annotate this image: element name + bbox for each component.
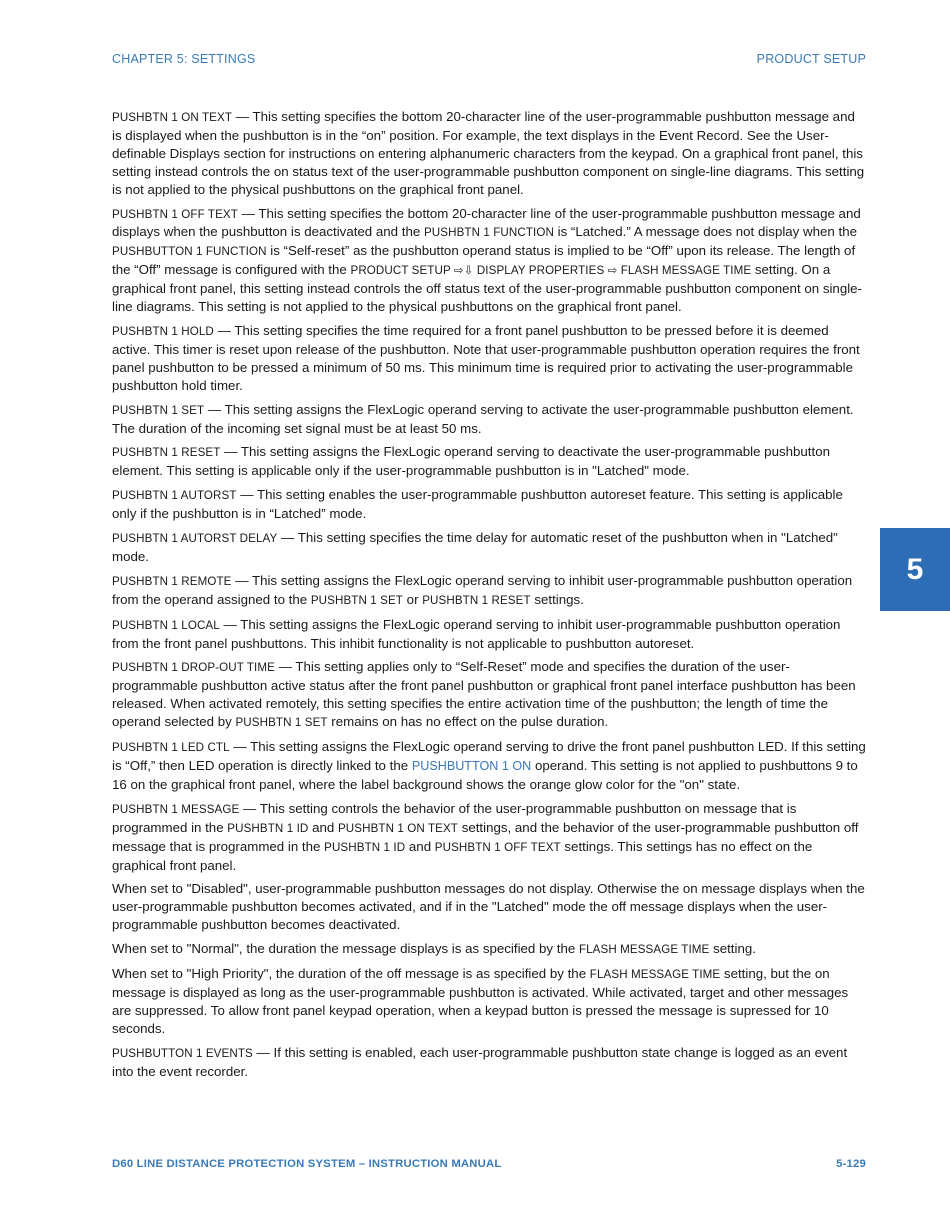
setting-name: PUSHBTN 1 OFF TEXT — [434, 840, 561, 854]
body-text: When set to "Disabled", user-programmable pushbutton messages do not display. Otherwise the on message displays when the user-programmable pushbutton becomes activated, and if in the "Latched" mode the off message displays when the user-programmable pushbutton becomes deactivated. — [112, 881, 865, 933]
body-text: remains on has no effect on the pulse duration. — [327, 714, 609, 730]
setting-name: PRODUCT SETUP ⇨⇩ DISPLAY PROPERTIES ⇨ FLASH MESSAGE TIME — [350, 264, 752, 278]
para-high-priority — [112, 965, 866, 1038]
page-body — [112, 108, 866, 1087]
body-text: operand. This setting is not applied to pushbuttons 9 to 16 on the graphical front panel, where the label background shows the orange glow color for the "on" state. — [112, 758, 858, 792]
setting-name: PUSHBTN 1 SET — [235, 716, 328, 730]
body-text: — This setting assigns the FlexLogic operand serving to inhibit user-programmable pushbutton operation from the front panel pushbuttons. This inhibit functionality is not applicable to pushbutton autoreset. — [112, 616, 841, 651]
body-text: — This setting assigns the FlexLogic operand serving to drive the front panel pushbutton LED. If this setting is “Off,” then LED operation is directly linked to the — [112, 739, 866, 773]
setting-name: PUSHBTN 1 AUTORST — [112, 489, 237, 503]
body-text: — This setting controls the behavior of the user-programmable pushbutton on message that is programmed in the — [112, 800, 797, 835]
setting-name: PUSHBTN 1 ID — [227, 821, 309, 835]
para-message — [112, 800, 866, 875]
setting-name: PUSHBTN 1 ON TEXT — [112, 111, 233, 124]
body-text: When set to "Normal", the duration the message displays is as specified by the — [112, 941, 579, 957]
body-text: or — [402, 591, 423, 607]
body-text: is “Latched.” A message does not display when the — [553, 224, 857, 240]
setting-name: PUSHBTN 1 AUTORST DELAY — [112, 532, 278, 546]
body-text: — This setting specifies the time delay for automatic reset of the pushbutton when in "Latched" mode. — [112, 530, 838, 564]
body-text: and — [405, 838, 435, 854]
body-text: setting. On a graphical front panel, this setting instead controls the off status text of the user-programmable pushbutton component on single-line diagrams. This setting is not applied to the physical pushbuttons on the graphical front panel. — [112, 262, 862, 315]
body-text: is “Self-reset” as the pushbutton operand status is implied to be “Off” upon its release. The length of the “Off” message is configured with the — [112, 243, 856, 278]
setting-name: PUSHBTN 1 ON TEXT — [337, 821, 458, 835]
para-hold — [112, 322, 866, 395]
body-text: — If this setting is enabled, each user-programmable pushbutton state change is logged as an event into the event recorder. — [112, 1044, 848, 1079]
setting-name: PUSHBTN 1 FUNCTION — [423, 226, 554, 240]
footer-manual-title: D60 LINE DISTANCE PROTECTION SYSTEM – INSTRUCTION MANUAL — [112, 1158, 502, 1170]
setting-name: PUSHBTN 1 ID — [324, 840, 406, 854]
setting-name: PUSHBTN 1 MESSAGE — [112, 802, 240, 816]
page-number: 5-129 — [836, 1158, 866, 1170]
para-off-text — [112, 205, 866, 316]
setting-name: PUSHBTN 1 RESET — [422, 593, 531, 607]
body-text: — This setting enables the user-programmable pushbutton autoreset feature. This setting is applicable only if the pushbutton is in “Latched” mode. — [112, 487, 843, 522]
setting-name: PUSHBUTTON 1 EVENTS — [112, 1046, 253, 1060]
para-led-ctl — [112, 738, 866, 794]
body-text: When set to "High Priority", the duration of the off message is as specified by the — [112, 966, 590, 982]
body-text: settings, and the behavior of the user-programmable pushbutton off message that is programmed in the — [112, 819, 859, 854]
body-text: and — [308, 819, 338, 835]
para-disabled — [112, 880, 866, 934]
setting-name: PUSHBTN 1 DROP-OUT TIME — [112, 661, 275, 675]
body-text: settings. — [530, 591, 584, 607]
setting-name: PUSHBTN 1 HOLD — [112, 324, 214, 338]
para-set — [112, 401, 866, 438]
body-text: settings. This settings has no effect on the graphical front panel. — [112, 838, 813, 873]
setting-name: FLASH MESSAGE TIME — [589, 968, 721, 982]
para-reset — [112, 443, 866, 480]
para-autorst — [112, 486, 866, 523]
setting-name: PUSHBTN 1 OFF TEXT — [112, 207, 238, 221]
para-normal — [112, 940, 866, 959]
body-text: — This setting assigns the FlexLogic operand serving to inhibit user-programmable pushbutton operation from the operand assigned to the — [112, 572, 853, 607]
body-text: — This setting specifies the bottom 20-character line of the user-programmable pushbutton message and is displayed when the pushbutton is in the “on” position. For example, the text displays in the Event Record. See the User-definable Displays section for instructions on entering alphanumeric characters from the keypad. On a graphical front panel, this setting instead controls the on status text of the user-programmable pushbutton component on single-line diagrams. This setting is not applied to the physical pushbuttons on the graphical front panel. — [112, 109, 865, 197]
para-remote — [112, 572, 866, 610]
setting-name: PUSHBTN 1 REMOTE — [112, 574, 232, 588]
body-text: — This setting specifies the bottom 20-character line of the user-programmable pushbutton message and displays when the pushbutton is deactivated and the — [112, 205, 861, 240]
para-on-text — [112, 108, 866, 199]
operand-link[interactable]: PUSHBUTTON 1 ON — [411, 759, 532, 773]
chapter-header: CHAPTER 5: SETTINGS — [112, 52, 256, 66]
setting-name: PUSHBUTTON 1 FUNCTION — [112, 245, 267, 259]
para-dropout — [112, 658, 866, 732]
para-local — [112, 616, 866, 653]
setting-name: FLASH MESSAGE TIME — [578, 943, 710, 957]
body-text: — This setting assigns the FlexLogic operand serving to activate the user-programmable pushbutton element. The duration of the incoming set signal must be at least 50 ms. — [112, 401, 854, 436]
body-text: setting. — [709, 941, 756, 957]
body-text: — This setting assigns the FlexLogic operand serving to deactivate the user-programmable pushbutton element. This setting is applicable only if the user-programmable pushbutton is in "Latched" mode. — [112, 444, 830, 479]
chapter-tab: 5 — [880, 528, 950, 611]
body-text: — This setting applies only to “Self-Reset” mode and specifies the duration of the user-programmable pushbutton active status after the front panel pushbutton or graphical front panel interface pushbutton has been released. When activated remotely, this setting specifies the entire activation time of the pushbutton; the length of time the operand selected by — [112, 659, 856, 730]
setting-name: PUSHBTN 1 LOCAL — [112, 618, 220, 632]
setting-name: PUSHBTN 1 RESET — [112, 446, 221, 460]
body-text: — This setting specifies the time required for a front panel pushbutton to be pressed before it is deemed active. This timer is reset upon release of the pushbutton. Note that user-programmable pushbutton operation requires the front panel pushbutton to be pressed a minimum of 50 ms. This minimum time is required prior to activating the user-programmable pushbutton hold timer. — [112, 322, 860, 393]
section-header: PRODUCT SETUP — [756, 52, 866, 66]
setting-name: PUSHBTN 1 SET — [310, 593, 403, 607]
setting-name: PUSHBTN 1 SET — [112, 403, 205, 417]
para-events — [112, 1044, 866, 1081]
setting-name: PUSHBTN 1 LED CTL — [112, 741, 230, 755]
para-autorst-delay — [112, 529, 866, 566]
body-text: setting, but the on message is displayed as long as the user-programmable pushbutton is activated. While activated, target and other messages are suppressed. To allow front panel keypad operation, when a keypad button is pressed the message is supressed for 10 seconds. — [112, 966, 849, 1036]
